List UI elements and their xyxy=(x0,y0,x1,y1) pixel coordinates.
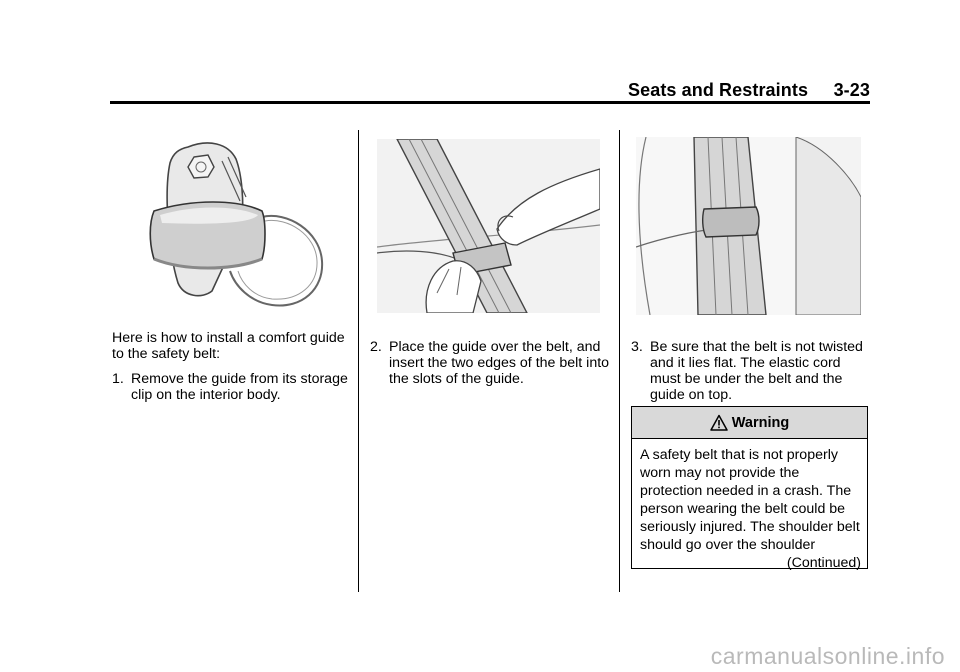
step-2-text: Place the guide over the belt, and insert the two edges of the belt into the slots of the guide. xyxy=(389,339,610,387)
column-1-text xyxy=(112,330,352,403)
place-guide-illustration xyxy=(377,139,600,313)
step-1-text: Remove the guide from its storage clip on the interior body. xyxy=(131,371,348,403)
warning-header xyxy=(632,407,867,439)
belt-check-illustration xyxy=(636,137,861,315)
warning-title: Warning xyxy=(731,414,790,431)
step-2-number: 2. xyxy=(370,339,382,355)
warning-body xyxy=(632,439,867,572)
step-1-number: 1. xyxy=(112,371,124,387)
intro-paragraph: Here is how to install a comfort guide to the safety belt: xyxy=(112,330,345,362)
column-divider-left xyxy=(358,130,359,592)
continued-label: (Continued) xyxy=(786,555,861,571)
step-3 xyxy=(631,339,871,403)
warning-text: A safety belt that is not properly worn may not provide the protection needed in a crash. The person wearing the belt could be seriously injured. The shoulder belt should go over the shoulder xyxy=(640,447,860,553)
column-3-text xyxy=(631,339,871,403)
step-1 xyxy=(112,371,352,403)
column-divider-right xyxy=(619,130,620,592)
header-rule xyxy=(110,101,870,104)
column-2-text xyxy=(370,339,610,387)
step-3-number: 3. xyxy=(631,339,643,355)
step-3-text: Be sure that the belt is not twisted and it lies flat. The elastic cord must be under the belt and the guide on top. xyxy=(650,339,863,403)
watermark: carmanualsonline.info xyxy=(710,643,945,669)
page-header xyxy=(110,80,870,102)
page-title: Seats and Restraints 3-23 xyxy=(628,80,870,100)
warning-box xyxy=(631,406,868,569)
step-2 xyxy=(370,339,610,387)
warning-triangle-icon xyxy=(710,414,728,432)
comfort-guide-illustration xyxy=(112,131,346,321)
